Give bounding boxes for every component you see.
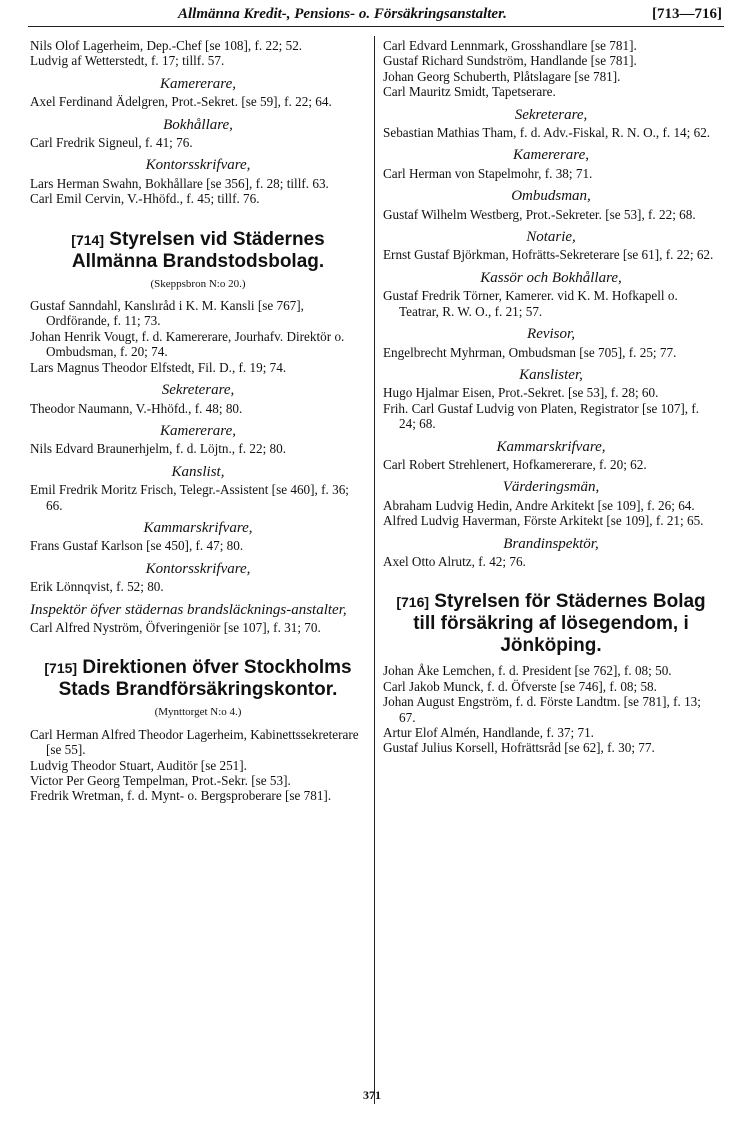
list-item: Carl Herman von Stapelmohr, f. 38; 71. — [383, 165, 593, 181]
section-address: (Skeppsbron N:o 20.) — [150, 277, 246, 290]
list-item: Emil Fredrik Moritz Frisch, Telegr.-Assistent [se 460], f. 36; 66. — [30, 482, 349, 513]
list-item: Victor Per Georg Tempelman, Prot.-Sekr. [se 53]. — [30, 773, 291, 788]
list-item: Carl Jakob Munck, f. d. Öfverste [se 746], f. 08; 58. — [383, 678, 657, 694]
list-item: Carl Edvard Lennmark, Grosshandlare [se 781]. — [383, 38, 637, 53]
list-item: Nils Edvard Braunerhjelm, f. d. Löjtn., f. 22; 80. — [30, 441, 287, 457]
list-item: Gustaf Wilhelm Westberg, Prot.-Sekreter. [se 53], f. 22; 68. — [383, 206, 696, 222]
list-item: Johan August Engström, f. d. Förste Landtm. [se 781], f. 13; 67. — [383, 694, 701, 725]
role-heading: Kamererare, — [160, 422, 236, 439]
role-heading: Kanslister, — [519, 366, 583, 383]
section-title: Styrelsen för Städernes Bolag till försäkring af lösegendom, i Jönköping. — [413, 591, 706, 657]
list-item: Carl Robert Strehlenert, Hofkamererare, f. 20; 62. — [383, 456, 647, 472]
section-number: [716] — [396, 594, 430, 611]
role-heading: Kontorsskrifvare, — [145, 157, 251, 174]
list-item: Gustaf Fredrik Törner, Kamerer. vid K. M. Hofkapell o. Teatrar, R. W. O., f. 21; 57. — [383, 288, 678, 319]
role-heading: Kammarskrifvare, — [143, 519, 253, 536]
role-heading: Kanslist, — [171, 463, 225, 480]
section-range: [713—716] — [652, 6, 722, 22]
left-column — [30, 38, 366, 804]
list-item: Carl Herman Alfred Theodor Lagerheim, Kabinettssekreterare [se 55]. — [30, 726, 359, 758]
list-item: Frans Gustaf Karlson [se 450], f. 47; 80. — [30, 538, 244, 554]
role-heading: Brandinspektör, — [503, 535, 599, 552]
list-item: Lars Herman Swahn, Bokhållare [se 356], f. 28; tillf. 63. — [30, 175, 329, 191]
list-item: Carl Emil Cervin, V.-Hhöfd., f. 45; tillf. 76. — [30, 191, 260, 207]
list-item: Carl Mauritz Smidt, Tapetserare. — [383, 84, 556, 100]
role-heading: Notarie, — [526, 229, 576, 246]
list-item: Ludvig Theodor Stuart, Auditör [se 251]. — [30, 757, 247, 773]
list-item: Engelbrecht Myhrman, Ombudsman [se 705], f. 25; 77. — [383, 344, 677, 360]
list-item: Abraham Ludvig Hedin, Andre Arkitekt [se 109], f. 26; 64. — [383, 497, 695, 513]
list-item: Carl Alfred Nyström, Öfveringeniör [se 107], f. 31; 70. — [30, 619, 321, 635]
list-item: Alfred Ludvig Haverman, Förste Arkitekt [se 109], f. 21; 65. — [383, 513, 704, 529]
role-heading: Sekreterare, — [161, 382, 235, 399]
role-heading: Bokhållare, — [163, 116, 233, 133]
role-heading: Kamererare, — [160, 75, 236, 92]
column-divider — [374, 36, 375, 1104]
role-heading: Kammarskrifvare, — [496, 438, 606, 455]
list-item: Gustaf Sanndahl, Kanslıråd i K. M. Kansli [se 767], Ordförande, f. 11; 73. — [30, 298, 304, 329]
list-item: Johan Georg Schuberth, Plåtslagare [se 781]. — [383, 68, 621, 84]
right-column — [383, 38, 719, 756]
section-number: [714] — [71, 231, 104, 248]
role-heading: Sekreterare, — [514, 106, 588, 123]
role-heading: Inspektör öfver städernas brandsläcknings-anstalter, — [30, 601, 347, 618]
role-heading: Kamererare, — [513, 147, 589, 164]
header-rule — [28, 26, 724, 27]
section-title: Styrelsen vid Städernes Allmänna Brandstodsbolag. — [71, 228, 325, 272]
page-header — [0, 4, 744, 26]
list-item: Axel Otto Alrutz, f. 42; 76. — [383, 553, 526, 569]
list-item: Nils Olof Lagerheim, Dep.-Chef [se 108], f. 22; 52. — [30, 38, 303, 53]
list-item: Lars Magnus Theodor Elfstedt, Fil. D., f. 19; 74. — [30, 359, 287, 375]
section-715 — [30, 657, 366, 720]
section-heading — [30, 229, 366, 273]
list-item: Artur Elof Almén, Handlande, f. 37; 71. — [383, 725, 594, 740]
section-address: (Mynttorget N:o 4.) — [154, 706, 242, 719]
role-heading: Revisor, — [527, 326, 575, 343]
list-item: Ernst Gustaf Björkman, Hofrätts-Sekreterare [se 61], f. 22; 62. — [383, 247, 714, 263]
running-title: Allmänna Kredit-, Pensions- o. Försäkringsanstalter. — [178, 6, 507, 22]
list-item: Axel Ferdinand Ädelgren, Prot.-Sekret. [se 59], f. 22; 64. — [30, 94, 332, 110]
role-heading: Värderingsmän, — [502, 479, 600, 496]
section-heading — [30, 657, 366, 701]
list-item: Hugo Hjalmar Eisen, Prot.-Sekret. [se 53], f. 28; 60. — [383, 385, 659, 401]
list-item: Carl Fredrik Signeul, f. 41; 76. — [30, 135, 193, 151]
list-item: Frih. Carl Gustaf Ludvig von Platen, Registrator [se 107], f. 24; 68. — [383, 400, 700, 432]
list-item: Theodor Naumann, V.-Hhöfd., f. 48; 80. — [30, 400, 243, 416]
list-item: Gustaf Julius Korsell, Hofrättsråd [se 62], f. 30; 77. — [383, 740, 655, 756]
list-item: Johan Åke Lemchen, f. d. President [se 762], f. 08; 50. — [383, 663, 672, 679]
section-714 — [30, 229, 366, 292]
section-title: Direktionen öfver Stockholms Stads Brandförsäkringskontor. — [58, 657, 352, 701]
section-716 — [383, 591, 719, 657]
list-item: Gustaf Richard Sundström, Handlande [se 781]. — [383, 53, 637, 69]
section-number: [715] — [44, 660, 78, 677]
page-number: 371 — [363, 1088, 381, 1102]
list-item: Johan Henrik Vougt, f. d. Kamererare, Jourhafv. Direktör o. Ombudsman, f. 20; 74. — [30, 328, 345, 360]
list-item: Erik Lönnqvist, f. 52; 80. — [30, 579, 164, 595]
list-item: Ludvig af Wetterstedt, f. 17; tillf. 57. — [30, 53, 225, 69]
role-heading: Ombudsman, — [511, 188, 591, 205]
list-item: Fredrik Wretman, f. d. Mynt- o. Bergsproberare [se 781]. — [30, 788, 332, 804]
section-heading — [383, 591, 719, 657]
role-heading: Kontorsskrifvare, — [145, 560, 251, 577]
list-item: Sebastian Mathias Tham, f. d. Adv.-Fiskal, R. N. O., f. 14; 62. — [383, 125, 711, 141]
role-heading: Kassör och Bokhållare, — [480, 269, 622, 286]
